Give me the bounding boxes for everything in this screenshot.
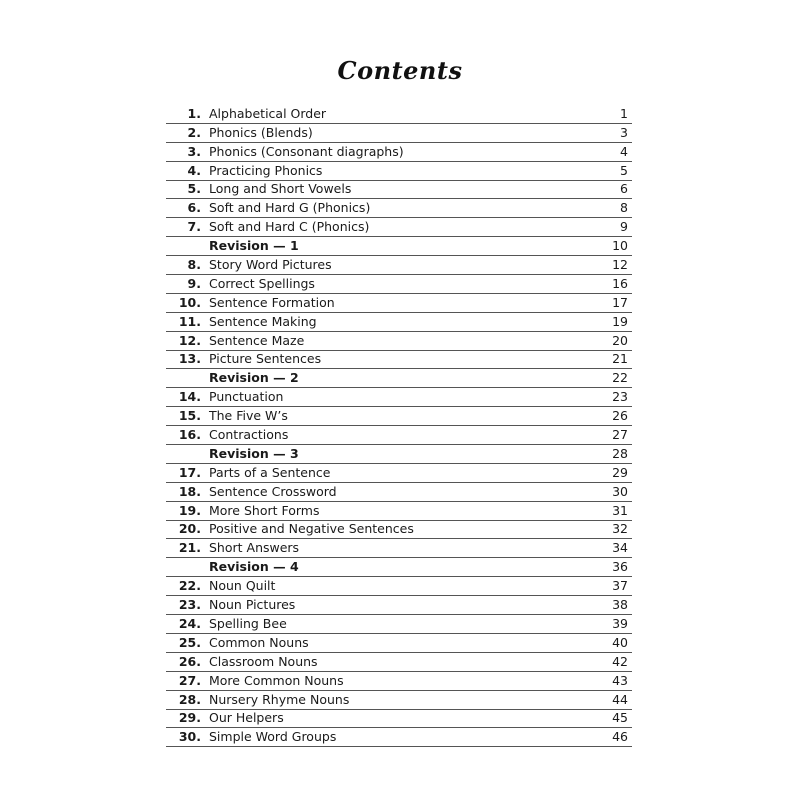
toc-page-number: 17 [612, 294, 628, 310]
toc-revision-row [166, 369, 632, 388]
toc-label: Revision — 4 [209, 559, 299, 575]
page-title: Contents [337, 56, 463, 85]
toc-number: 21. [178, 540, 201, 556]
toc-row [166, 728, 632, 747]
toc-number: 17. [178, 464, 201, 480]
toc-number: 9. [187, 275, 201, 291]
toc-row [166, 710, 632, 729]
toc-page-number: 26 [612, 408, 628, 424]
toc-label: Picture Sentences [209, 351, 322, 367]
toc-label: Simple Word Groups [209, 729, 337, 745]
toc-row [166, 483, 632, 502]
toc-page-number: 36 [612, 559, 628, 575]
toc-page-number: 46 [612, 729, 628, 745]
toc-number: 7. [187, 219, 201, 235]
toc-row [166, 577, 632, 596]
toc-number: 22. [178, 578, 201, 594]
toc-page-number: 1 [620, 105, 628, 121]
toc-number: 13. [178, 351, 201, 367]
toc-row [166, 653, 632, 672]
toc-label: Noun Pictures [209, 597, 296, 613]
toc-label: Revision — 3 [209, 445, 299, 461]
toc-number: 30. [178, 729, 201, 745]
toc-number: 23. [178, 597, 201, 613]
toc-label: Nursery Rhyme Nouns [209, 691, 350, 707]
toc-label: Correct Spellings [209, 275, 315, 291]
toc-number: 24. [178, 615, 201, 631]
toc-number: 19. [178, 502, 201, 518]
toc-page-number: 32 [612, 521, 628, 537]
toc-row [166, 634, 632, 653]
toc-label: Punctuation [209, 389, 284, 405]
toc-number: 11. [178, 313, 201, 329]
toc-label: Noun Quilt [209, 578, 276, 594]
toc-label: Phonics (Consonant diagraphs) [209, 143, 404, 159]
toc-number: 18. [178, 483, 201, 499]
toc-number: 1. [187, 105, 201, 121]
toc-label: The Five W’s [209, 408, 288, 424]
toc-number: 25. [178, 634, 201, 650]
toc-row [166, 105, 632, 124]
toc-number: 3. [187, 143, 201, 159]
toc-label: Common Nouns [209, 634, 309, 650]
toc-row [166, 162, 632, 181]
toc-page-number: 20 [612, 332, 628, 348]
toc-row [166, 143, 632, 162]
toc-row [166, 294, 632, 313]
toc-row [166, 181, 632, 200]
toc-row [166, 426, 632, 445]
toc-row [166, 351, 632, 370]
toc-page-number: 5 [620, 162, 628, 178]
toc-page-number: 10 [612, 238, 628, 254]
toc-number: 4. [187, 162, 201, 178]
toc-row [166, 464, 632, 483]
toc-row [166, 672, 632, 691]
toc-revision-row [166, 237, 632, 256]
toc-number: 20. [178, 521, 201, 537]
toc-page-number: 4 [620, 143, 628, 159]
toc-number: 26. [178, 653, 201, 669]
toc-number: 8. [187, 257, 201, 273]
toc-revision-row [166, 558, 632, 577]
toc-row [166, 615, 632, 634]
toc-page-number: 22 [612, 370, 628, 386]
toc-label: Soft and Hard C (Phonics) [209, 219, 370, 235]
toc-page-number: 38 [612, 597, 628, 613]
toc-row [166, 539, 632, 558]
toc-label: More Short Forms [209, 502, 320, 518]
toc-number: 5. [187, 181, 201, 197]
toc-number: 28. [178, 691, 201, 707]
toc-label: Revision — 2 [209, 370, 299, 386]
table-of-contents [166, 105, 632, 747]
toc-row [166, 691, 632, 710]
toc-label: Story Word Pictures [209, 257, 332, 273]
toc-page-number: 45 [612, 710, 628, 726]
toc-label: More Common Nouns [209, 672, 344, 688]
toc-label: Soft and Hard G (Phonics) [209, 200, 371, 216]
toc-page-number: 19 [612, 313, 628, 329]
toc-label: Positive and Negative Sentences [209, 521, 414, 537]
toc-label: Spelling Bee [209, 615, 287, 631]
toc-page-number: 44 [612, 691, 628, 707]
toc-number: 15. [178, 408, 201, 424]
toc-row [166, 313, 632, 332]
toc-page-number: 9 [620, 219, 628, 235]
toc-number: 16. [178, 427, 201, 443]
toc-page-number: 16 [612, 275, 628, 291]
toc-page-number: 42 [612, 653, 628, 669]
toc-number: 29. [178, 710, 201, 726]
toc-number: 27. [178, 672, 201, 688]
toc-row [166, 218, 632, 237]
toc-number: 10. [178, 294, 201, 310]
toc-row [166, 596, 632, 615]
toc-label: Alphabetical Order [209, 105, 327, 121]
toc-row [166, 275, 632, 294]
toc-revision-row [166, 445, 632, 464]
toc-label: Sentence Formation [209, 294, 335, 310]
toc-page-number: 34 [612, 540, 628, 556]
toc-row [166, 521, 632, 540]
toc-page-number: 28 [612, 445, 628, 461]
toc-page-number: 37 [612, 578, 628, 594]
toc-label: Sentence Making [209, 313, 317, 329]
toc-row [166, 256, 632, 275]
toc-label: Revision — 1 [209, 238, 299, 254]
toc-page-number: 31 [612, 502, 628, 518]
toc-page-number: 30 [612, 483, 628, 499]
toc-label: Long and Short Vowels [209, 181, 352, 197]
toc-row [166, 502, 632, 521]
toc-page-number: 40 [612, 634, 628, 650]
toc-number: 2. [187, 124, 201, 140]
toc-number: 6. [187, 200, 201, 216]
toc-page-number: 6 [620, 181, 628, 197]
toc-page-number: 29 [612, 464, 628, 480]
toc-number: 12. [178, 332, 201, 348]
toc-row [166, 124, 632, 143]
toc-label: Phonics (Blends) [209, 124, 313, 140]
toc-label: Contractions [209, 427, 289, 443]
toc-page-number: 23 [612, 389, 628, 405]
toc-row [166, 388, 632, 407]
toc-page-number: 8 [620, 200, 628, 216]
toc-page-number: 3 [620, 124, 628, 140]
toc-label: Our Helpers [209, 710, 284, 726]
toc-row [166, 407, 632, 426]
toc-row [166, 332, 632, 351]
toc-page-number: 12 [612, 257, 628, 273]
toc-page-number: 39 [612, 615, 628, 631]
toc-row [166, 199, 632, 218]
toc-page-number: 21 [612, 351, 628, 367]
toc-label: Sentence Crossword [209, 483, 337, 499]
toc-label: Parts of a Sentence [209, 464, 331, 480]
toc-label: Short Answers [209, 540, 300, 556]
toc-page-number: 27 [612, 427, 628, 443]
toc-page-number: 43 [612, 672, 628, 688]
toc-number: 14. [178, 389, 201, 405]
toc-label: Sentence Maze [209, 332, 305, 348]
toc-label: Classroom Nouns [209, 653, 318, 669]
toc-label: Practicing Phonics [209, 162, 323, 178]
